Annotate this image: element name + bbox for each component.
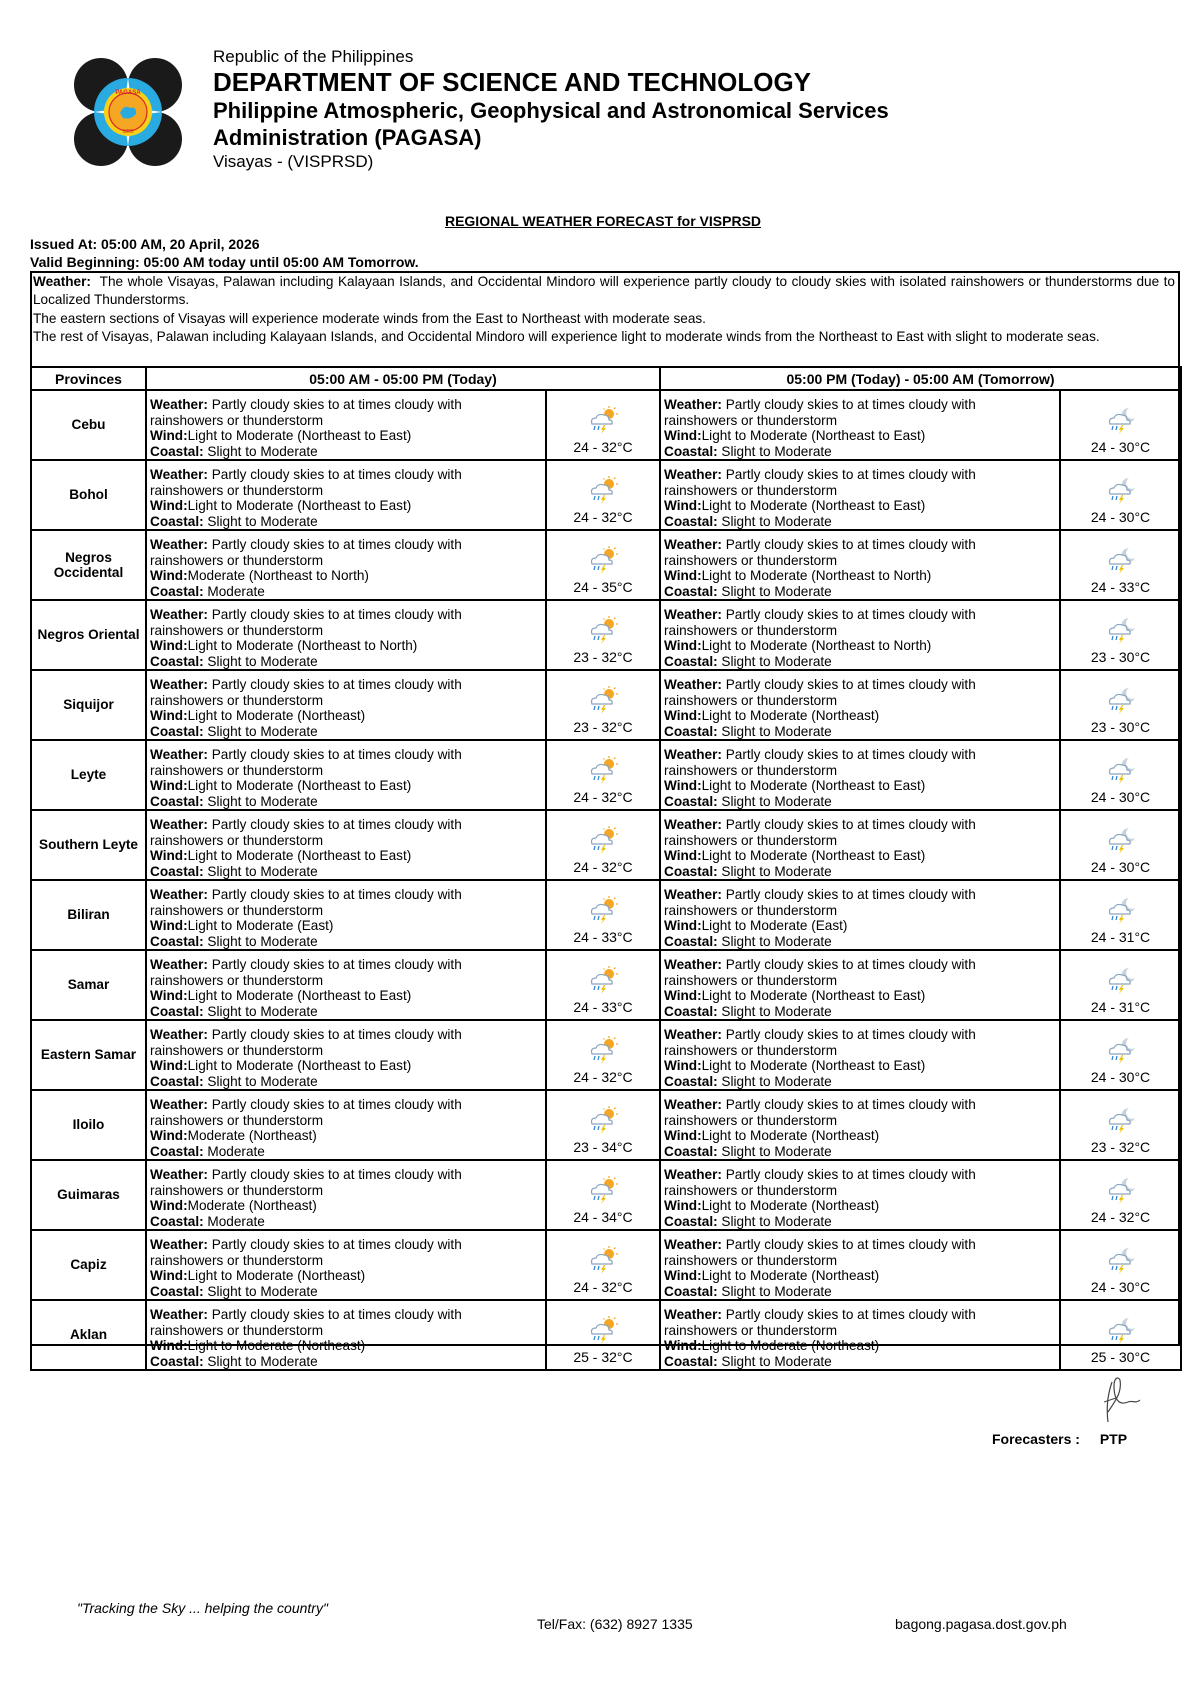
day-temperature: 24 - 33°C [573, 928, 633, 945]
day-temp-cell [546, 1090, 660, 1160]
forecasters-names: PTP [1099, 1431, 1128, 1447]
table-row [31, 1300, 1181, 1370]
night-temperature: 24 - 30°C [1090, 1278, 1151, 1295]
night-forecast-cell [660, 390, 1060, 460]
night-temp-cell [1060, 880, 1181, 950]
weather-line: Weather: Partly cloudy skies to at times cloudy with [664, 467, 976, 483]
weather-line-2: rainshowers or thunderstorm [664, 902, 838, 918]
day-temp-cell [546, 1230, 660, 1300]
weather-line: Weather: Partly cloudy skies to at times cloudy with [664, 537, 976, 553]
night-temp-cell [1060, 670, 1181, 740]
partly-cloudy-night-thunder-rain-icon [1103, 1175, 1139, 1205]
province-name: Leyte [31, 740, 146, 810]
day-forecast-cell [146, 1300, 546, 1370]
day-temp-cell [546, 950, 660, 1020]
wind-line: Wind:Light to Moderate (Northeast) [150, 1338, 366, 1354]
weather-line-2: rainshowers or thunderstorm [150, 1252, 324, 1268]
partly-cloudy-day-thunder-rain-icon [585, 475, 621, 505]
day-temp-cell [546, 1160, 660, 1230]
night-forecast-cell [660, 1020, 1060, 1090]
night-forecast-cell [660, 460, 1060, 530]
partly-cloudy-night-thunder-rain-icon [1103, 895, 1139, 925]
coastal-line: Coastal: Slight to Moderate [664, 1283, 832, 1299]
day-temp-cell [546, 1020, 660, 1090]
coastal-line: Coastal: Slight to Moderate [664, 723, 832, 739]
partly-cloudy-day-thunder-rain-icon [585, 755, 621, 785]
coastal-line: Coastal: Slight to Moderate [150, 933, 318, 949]
weather-line-2: rainshowers or thunderstorm [150, 762, 324, 778]
weather-line: Weather: Partly cloudy skies to at times cloudy with [150, 1097, 462, 1113]
day-temp-cell [546, 600, 660, 670]
wind-line: Wind:Light to Moderate (Northeast to East) [664, 428, 926, 444]
partly-cloudy-day-thunder-rain-icon [585, 405, 621, 435]
day-temperature: 24 - 32°C [573, 1278, 633, 1295]
weather-line: Weather: Partly cloudy skies to at times cloudy with [664, 1027, 976, 1043]
coastal-line: Coastal: Slight to Moderate [664, 1073, 832, 1089]
coastal-line: Coastal: Slight to Moderate [664, 1003, 832, 1019]
pagasa-logo [74, 58, 182, 166]
coastal-line: Coastal: Slight to Moderate [150, 1283, 318, 1299]
table-row [31, 460, 1181, 530]
day-temperature: 24 - 32°C [573, 438, 633, 455]
weather-line: Weather: Partly cloudy skies to at times cloudy with [150, 607, 462, 623]
valid-period: Valid Beginning: 05:00 AM today until 05:00 AM Tomorrow. [30, 254, 419, 270]
weather-line: Weather: Partly cloudy skies to at times cloudy with [664, 1237, 976, 1253]
weather-line: Weather: Partly cloudy skies to at times cloudy with [150, 957, 462, 973]
day-forecast-cell [146, 950, 546, 1020]
night-temp-cell [1060, 950, 1181, 1020]
day-temp-cell [546, 740, 660, 810]
partly-cloudy-day-thunder-rain-icon [585, 825, 621, 855]
night-temp-cell [1060, 1090, 1181, 1160]
table-row [31, 740, 1181, 810]
weather-line: Weather: Partly cloudy skies to at times cloudy with [150, 1167, 462, 1183]
coastal-line: Coastal: Slight to Moderate [664, 933, 832, 949]
wind-line: Wind:Light to Moderate (Northeast) [150, 708, 366, 724]
night-temp-cell [1060, 530, 1181, 600]
partly-cloudy-night-thunder-rain-icon [1103, 545, 1139, 575]
day-forecast-cell [146, 670, 546, 740]
partly-cloudy-night-thunder-rain-icon [1103, 685, 1139, 715]
table-row [31, 1090, 1181, 1160]
weather-line: Weather: Partly cloudy skies to at times cloudy with [150, 397, 462, 413]
weather-line-2: rainshowers or thunderstorm [664, 1182, 838, 1198]
weather-line: Weather: Partly cloudy skies to at times cloudy with [664, 1167, 976, 1183]
day-forecast-cell [146, 740, 546, 810]
wind-line: Wind:Light to Moderate (Northeast to East) [150, 848, 412, 864]
night-forecast-cell [660, 880, 1060, 950]
night-forecast-cell [660, 530, 1060, 600]
table-row [31, 530, 1181, 600]
weather-line-2: rainshowers or thunderstorm [664, 1252, 838, 1268]
province-name: Siquijor [31, 670, 146, 740]
coastal-line: Coastal: Slight to Moderate [150, 793, 318, 809]
partly-cloudy-day-thunder-rain-icon [585, 1245, 621, 1275]
weather-summary [31, 273, 1177, 365]
weather-line: Weather: Partly cloudy skies to at times cloudy with [150, 1237, 462, 1253]
weather-line: Weather: Partly cloudy skies to at times cloudy with [664, 397, 976, 413]
night-temperature: 23 - 30°C [1090, 648, 1151, 665]
weather-line-2: rainshowers or thunderstorm [150, 552, 324, 568]
day-temperature: 24 - 32°C [573, 858, 633, 875]
partly-cloudy-night-thunder-rain-icon [1103, 615, 1139, 645]
day-temperature: 24 - 32°C [573, 508, 633, 525]
table-header-row [31, 367, 1181, 390]
day-temperature: 24 - 33°C [573, 998, 633, 1015]
weather-line: Weather: Partly cloudy skies to at times cloudy with [664, 1307, 976, 1323]
summary-text-2: The eastern sections of Visayas will experience moderate winds from the East to Northeast with moderate seas. [33, 310, 706, 326]
table-row [31, 1020, 1181, 1090]
weather-line-2: rainshowers or thunderstorm [150, 622, 324, 638]
partly-cloudy-night-thunder-rain-icon [1103, 755, 1139, 785]
coastal-line: Coastal: Slight to Moderate [150, 723, 318, 739]
wind-line: Wind:Light to Moderate (Northeast to East) [664, 498, 926, 514]
coastal-line: Coastal: Slight to Moderate [664, 513, 832, 529]
letterhead [213, 47, 889, 172]
night-temp-cell [1060, 600, 1181, 670]
night-temperature: 24 - 30°C [1090, 508, 1151, 525]
wind-line: Wind:Light to Moderate (Northeast) [664, 1338, 880, 1354]
issued-at: Issued At: 05:00 AM, 20 April, 2026 [30, 236, 260, 252]
day-forecast-cell [146, 1020, 546, 1090]
day-temperature: 25 - 32°C [573, 1348, 633, 1365]
wind-line: Wind:Light to Moderate (Northeast to East) [150, 428, 412, 444]
coastal-line: Coastal: Slight to Moderate [150, 863, 318, 879]
day-temp-cell [546, 670, 660, 740]
weather-line-2: rainshowers or thunderstorm [150, 902, 324, 918]
night-temp-cell [1060, 810, 1181, 880]
province-name: Samar [31, 950, 146, 1020]
weather-line: Weather: Partly cloudy skies to at times cloudy with [664, 747, 976, 763]
night-temperature: 23 - 32°C [1090, 1138, 1151, 1155]
night-forecast-cell [660, 810, 1060, 880]
partly-cloudy-night-thunder-rain-icon [1103, 1315, 1139, 1345]
partly-cloudy-day-thunder-rain-icon [585, 895, 621, 925]
night-forecast-cell [660, 1300, 1060, 1370]
night-temperature: 24 - 32°C [1090, 1208, 1151, 1225]
weather-line-2: rainshowers or thunderstorm [150, 1042, 324, 1058]
table-row [31, 1160, 1181, 1230]
weather-line-2: rainshowers or thunderstorm [664, 622, 838, 638]
wind-line: Wind:Light to Moderate (Northeast to East) [664, 988, 926, 1004]
wind-line: Wind:Light to Moderate (Northeast to East) [150, 778, 412, 794]
day-forecast-cell [146, 600, 546, 670]
night-temperature: 24 - 30°C [1090, 1068, 1151, 1085]
weather-line-2: rainshowers or thunderstorm [664, 762, 838, 778]
coastal-line: Coastal: Slight to Moderate [664, 863, 832, 879]
night-temperature: 23 - 30°C [1090, 718, 1151, 735]
wind-line: Wind:Light to Moderate (East) [664, 918, 848, 934]
province-name: Cebu [31, 390, 146, 460]
day-forecast-cell [146, 880, 546, 950]
day-forecast-cell [146, 460, 546, 530]
issue-info [30, 235, 419, 271]
province-name: Southern Leyte [31, 810, 146, 880]
partly-cloudy-night-thunder-rain-icon [1103, 1245, 1139, 1275]
weather-line-2: rainshowers or thunderstorm [150, 972, 324, 988]
night-forecast-cell [660, 600, 1060, 670]
coastal-line: Coastal: Slight to Moderate [150, 1003, 318, 1019]
wind-line: Wind:Moderate (Northeast) [150, 1128, 317, 1144]
day-temperature: 23 - 34°C [573, 1138, 633, 1155]
province-name: Capiz [31, 1230, 146, 1300]
agency-line-2: Administration (PAGASA) [213, 125, 482, 150]
province-name: Eastern Samar [31, 1020, 146, 1090]
weather-line-2: rainshowers or thunderstorm [664, 692, 838, 708]
weather-line: Weather: Partly cloudy skies to at times cloudy with [664, 1097, 976, 1113]
coastal-line: Coastal: Moderate [150, 1143, 265, 1159]
weather-line-2: rainshowers or thunderstorm [664, 972, 838, 988]
coastal-line: Coastal: Slight to Moderate [150, 443, 318, 459]
partly-cloudy-day-thunder-rain-icon [585, 545, 621, 575]
coastal-line: Coastal: Moderate [150, 583, 265, 599]
logo-text: PAGASA [115, 90, 141, 96]
day-forecast-cell [146, 390, 546, 460]
coastal-line: Coastal: Slight to Moderate [150, 1353, 318, 1369]
forecasters-label: Forecasters : [992, 1431, 1080, 1447]
weather-line-2: rainshowers or thunderstorm [150, 1182, 324, 1198]
department-line: DEPARTMENT OF SCIENCE AND TECHNOLOGY [213, 67, 812, 97]
day-temperature: 24 - 35°C [573, 578, 633, 595]
wind-line: Wind:Light to Moderate (Northeast to North) [664, 568, 932, 584]
province-name: Biliran [31, 880, 146, 950]
weather-line: Weather: Partly cloudy skies to at times cloudy with [664, 677, 976, 693]
coastal-line: Coastal: Slight to Moderate [664, 1143, 832, 1159]
province-name: Bohol [31, 460, 146, 530]
weather-line: Weather: Partly cloudy skies to at times cloudy with [664, 817, 976, 833]
footer-tagline: "Tracking the Sky ... helping the country" [77, 1600, 328, 1616]
weather-line: Weather: Partly cloudy skies to at times cloudy with [664, 607, 976, 623]
night-temperature: 24 - 31°C [1090, 928, 1151, 945]
partly-cloudy-day-thunder-rain-icon [585, 615, 621, 645]
summary-text-1: The whole Visayas, Palawan including Kalayaan Islands, and Occidental Mindoro will experience partly cloudy to cloudy skies with isolated rainshowers or thunderstorms due to Localized Thunderstorms. [33, 274, 1175, 308]
day-forecast-cell [146, 1230, 546, 1300]
day-forecast-cell [146, 1090, 546, 1160]
weather-line: Weather: Partly cloudy skies to at times cloudy with [664, 887, 976, 903]
province-name: Negros Occidental [31, 530, 146, 600]
day-temperature: 23 - 32°C [573, 648, 633, 665]
svg-text:1865: 1865 [122, 129, 134, 135]
day-temp-cell [546, 390, 660, 460]
wind-line: Wind:Light to Moderate (Northeast) [664, 1268, 880, 1284]
forecasters [992, 1431, 1127, 1447]
weather-line-2: rainshowers or thunderstorm [664, 1322, 838, 1338]
coastal-line: Coastal: Moderate [150, 1213, 265, 1229]
weather-line-2: rainshowers or thunderstorm [664, 482, 838, 498]
partly-cloudy-night-thunder-rain-icon [1103, 405, 1139, 435]
coastal-line: Coastal: Slight to Moderate [150, 513, 318, 529]
division-line: Visayas - (VISPRSD) [213, 152, 374, 171]
wind-line: Wind:Light to Moderate (Northeast) [664, 708, 880, 724]
night-forecast-cell [660, 1230, 1060, 1300]
day-temp-cell [546, 460, 660, 530]
night-temp-cell [1060, 1020, 1181, 1090]
province-name: Aklan [31, 1300, 146, 1370]
summary-label: Weather: [33, 274, 91, 289]
weather-line-2: rainshowers or thunderstorm [664, 412, 838, 428]
weather-line-2: rainshowers or thunderstorm [150, 832, 324, 848]
wind-line: Wind:Light to Moderate (Northeast to East) [150, 1058, 412, 1074]
weather-line-2: rainshowers or thunderstorm [664, 1112, 838, 1128]
night-temperature: 24 - 30°C [1090, 858, 1151, 875]
day-temp-cell [546, 880, 660, 950]
night-temperature: 24 - 30°C [1090, 788, 1151, 805]
table-row [31, 1230, 1181, 1300]
night-temperature: 24 - 30°C [1090, 438, 1151, 455]
table-row [31, 390, 1181, 460]
partly-cloudy-night-thunder-rain-icon [1103, 1035, 1139, 1065]
night-temperature: 24 - 31°C [1090, 998, 1151, 1015]
coastal-line: Coastal: Slight to Moderate [150, 653, 318, 669]
night-forecast-cell [660, 670, 1060, 740]
table-row [31, 670, 1181, 740]
province-name: Negros Oriental [31, 600, 146, 670]
weather-line: Weather: Partly cloudy skies to at times cloudy with [150, 677, 462, 693]
footer-website: bagong.pagasa.dost.gov.ph [895, 1616, 1067, 1632]
table-row [31, 810, 1181, 880]
wind-line: Wind:Light to Moderate (Northeast to East) [150, 988, 412, 1004]
weather-line: Weather: Partly cloudy skies to at times cloudy with [150, 817, 462, 833]
partly-cloudy-day-thunder-rain-icon [585, 1035, 621, 1065]
weather-line: Weather: Partly cloudy skies to at times cloudy with [150, 887, 462, 903]
partly-cloudy-day-thunder-rain-icon [585, 1175, 621, 1205]
forecaster-signature [1098, 1372, 1142, 1428]
day-forecast-cell [146, 530, 546, 600]
weather-line: Weather: Partly cloudy skies to at times cloudy with [150, 1027, 462, 1043]
republic-line: Republic of the Philippines [213, 47, 414, 66]
table-row [31, 880, 1181, 950]
table-row [31, 950, 1181, 1020]
coastal-line: Coastal: Slight to Moderate [150, 1073, 318, 1089]
wind-line: Wind:Light to Moderate (Northeast to North) [150, 638, 418, 654]
weather-line-2: rainshowers or thunderstorm [150, 1112, 324, 1128]
weather-line: Weather: Partly cloudy skies to at times cloudy with [150, 467, 462, 483]
day-temp-cell [546, 810, 660, 880]
wind-line: Wind:Moderate (Northeast) [150, 1198, 317, 1214]
partly-cloudy-night-thunder-rain-icon [1103, 1105, 1139, 1135]
night-forecast-cell [660, 950, 1060, 1020]
night-temp-cell [1060, 460, 1181, 530]
weather-line-2: rainshowers or thunderstorm [150, 482, 324, 498]
coastal-line: Coastal: Slight to Moderate [664, 443, 832, 459]
wind-line: Wind:Light to Moderate (Northeast) [664, 1198, 880, 1214]
day-temperature: 23 - 32°C [573, 718, 633, 735]
wind-line: Wind:Light to Moderate (Northeast) [150, 1268, 366, 1284]
province-name: Guimaras [31, 1160, 146, 1230]
wind-line: Wind:Light to Moderate (Northeast to East) [664, 778, 926, 794]
weather-line: Weather: Partly cloudy skies to at times cloudy with [150, 747, 462, 763]
partly-cloudy-day-thunder-rain-icon [585, 1315, 621, 1345]
night-temp-cell [1060, 1300, 1181, 1370]
col-provinces: Provinces [31, 367, 146, 390]
night-temp-cell [1060, 740, 1181, 810]
footer-telfax: Tel/Fax: (632) 8927 1335 [537, 1616, 693, 1632]
day-temperature: 24 - 34°C [573, 1208, 633, 1225]
partly-cloudy-day-thunder-rain-icon [585, 685, 621, 715]
night-temp-cell [1060, 1160, 1181, 1230]
night-temp-cell [1060, 390, 1181, 460]
partly-cloudy-night-thunder-rain-icon [1103, 825, 1139, 855]
day-temperature: 24 - 32°C [573, 1068, 633, 1085]
weather-line: Weather: Partly cloudy skies to at times cloudy with [150, 1307, 462, 1323]
partly-cloudy-day-thunder-rain-icon [585, 1105, 621, 1135]
partly-cloudy-day-thunder-rain-icon [585, 965, 621, 995]
day-temp-cell [546, 1300, 660, 1370]
weather-line-2: rainshowers or thunderstorm [664, 1042, 838, 1058]
coastal-line: Coastal: Slight to Moderate [664, 1213, 832, 1229]
wind-line: Wind:Light to Moderate (Northeast to East) [664, 1058, 926, 1074]
day-forecast-cell [146, 810, 546, 880]
day-temperature: 24 - 32°C [573, 788, 633, 805]
col-night: 05:00 PM (Today) - 05:00 AM (Tomorrow) [660, 367, 1181, 390]
partly-cloudy-night-thunder-rain-icon [1103, 475, 1139, 505]
wind-line: Wind:Light to Moderate (Northeast to North) [664, 638, 932, 654]
partly-cloudy-night-thunder-rain-icon [1103, 965, 1139, 995]
night-forecast-cell [660, 740, 1060, 810]
forecast-table [30, 366, 1182, 1371]
table-row [31, 600, 1181, 670]
weather-line-2: rainshowers or thunderstorm [150, 412, 324, 428]
agency-line-1: Philippine Atmospheric, Geophysical and Astronomical Services [213, 98, 889, 123]
report-title: REGIONAL WEATHER FORECAST for VISPRSD [444, 213, 762, 229]
night-temp-cell [1060, 1230, 1181, 1300]
wind-line: Wind:Moderate (Northeast to North) [150, 568, 369, 584]
province-name: Iloilo [31, 1090, 146, 1160]
summary-text-3: The rest of Visayas, Palawan including Kalayaan Islands, and Occidental Mindoro will experience light to moderate winds from the Northeast to East with slight to moderate seas. [33, 328, 1100, 344]
coastal-line: Coastal: Slight to Moderate [664, 793, 832, 809]
night-temperature: 24 - 33°C [1090, 578, 1151, 595]
night-forecast-cell [660, 1160, 1060, 1230]
day-forecast-cell [146, 1160, 546, 1230]
weather-line: Weather: Partly cloudy skies to at times cloudy with [150, 537, 462, 553]
weather-line-2: rainshowers or thunderstorm [664, 832, 838, 848]
night-temperature: 25 - 30°C [1090, 1348, 1151, 1365]
day-temp-cell [546, 530, 660, 600]
wind-line: Wind:Light to Moderate (Northeast) [664, 1128, 880, 1144]
wind-line: Wind:Light to Moderate (Northeast to East) [664, 848, 926, 864]
coastal-line: Coastal: Slight to Moderate [664, 653, 832, 669]
col-day: 05:00 AM - 05:00 PM (Today) [146, 367, 660, 390]
wind-line: Wind:Light to Moderate (East) [150, 918, 334, 934]
weather-line-2: rainshowers or thunderstorm [150, 692, 324, 708]
night-forecast-cell [660, 1090, 1060, 1160]
coastal-line: Coastal: Slight to Moderate [664, 583, 832, 599]
wind-line: Wind:Light to Moderate (Northeast to East) [150, 498, 412, 514]
weather-line-2: rainshowers or thunderstorm [664, 552, 838, 568]
weather-line: Weather: Partly cloudy skies to at times cloudy with [664, 957, 976, 973]
weather-line-2: rainshowers or thunderstorm [150, 1322, 324, 1338]
coastal-line: Coastal: Slight to Moderate [664, 1353, 832, 1369]
